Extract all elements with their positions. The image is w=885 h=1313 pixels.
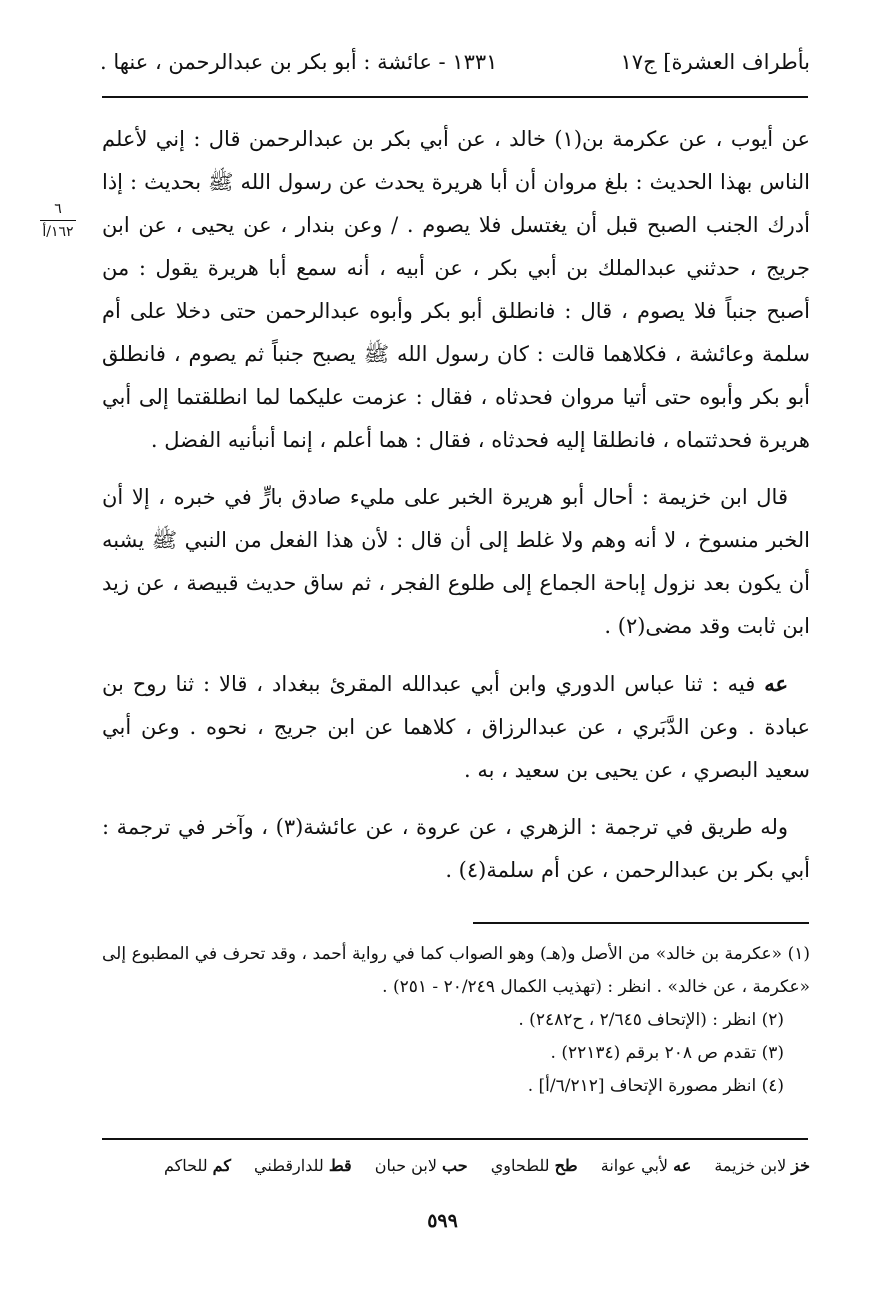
running-header bbox=[100, 50, 810, 90]
abbreviations-key bbox=[102, 1152, 810, 1180]
paragraph-3 bbox=[102, 662, 810, 792]
main-text bbox=[102, 118, 810, 906]
header-entry-title: ١٣٣١ - عائشة : أبو بكر بن عبدالرحمن ، عنها . bbox=[100, 50, 498, 74]
paragraph-3-siglum: عه bbox=[764, 671, 788, 696]
header-book-ref: بأطراف العشرة] ج١٧ bbox=[620, 50, 810, 74]
footnotes bbox=[102, 938, 810, 1103]
abbr-item: خز لابن خزيمة bbox=[714, 1156, 810, 1175]
paragraph-4: وله طريق في ترجمة : الزهري ، عن عروة ، عن عائشة(٣) ، وآخر في ترجمة : أبي بكر بن عبدالرحمن ، عن أم سلمة(٤) . bbox=[102, 815, 810, 882]
paragraph-2: قال ابن خزيمة : أحال أبو هريرة الخبر على مليء صادق بارٍّ في خبره ، إلا أن الخبر منسوخ ، لا أنه وهم ولا غلط إلى أن قال : لأن هذا الفعل من النبي ﷺ يشبه أن يكون بعد نزول إباحة الجماع إلى طلوع الفجر ، ثم ساق حديث قبيصة ، عن زيد ابن ثابت وقد مضى(٢) . bbox=[102, 485, 810, 638]
margin-note-divider bbox=[40, 220, 76, 221]
footnote-4: (٤) انظر مصورة الإتحاف [٦/٢١٢/أ] . bbox=[527, 1076, 784, 1096]
abbr-item: حب لابن حبان bbox=[374, 1156, 468, 1175]
page-number: ٥٩٩ bbox=[427, 1210, 458, 1232]
footnote-2: (٢) انظر : (الإتحاف ٢/٦٤٥ ، ح٢٤٨٢) . bbox=[518, 1010, 784, 1030]
abbr-item: قط للدارقطني bbox=[254, 1156, 352, 1175]
margin-note-top: ٦ bbox=[54, 201, 62, 217]
paragraph-1: عن أيوب ، عن عكرمة بن(١) خالد ، عن أبي بكر بن عبدالرحمن قال : إني لأعلم الناس بهذا الحديث : بلغ مروان أن أبا هريرة يحدث عن رسول الله ﷺ بحديث : إذا أدرك الجنب الصبح قبل أن يغتسل فلا يصوم . / وعن بندار ، عن يحيى ، عن ابن جريج ، حدثني عبدالملك بن أبي بكر ، عن أبيه ، أنه سمع أبا هريرة يقول : من أصبح جنباً فلا يصوم ، قال : فانطلق أبو بكر وأبوه عبدالرحمن حتى دخلا على أم سلمة وعائشة ، فكلاهما قالت : كان رسول الله ﷺ يصبح جنباً ثم يصوم ، فانطلق أبو بكر وأبوه حتى أتيا مروان فحدثاه ، فقال : عزمت عليكما لما انطلقتما إلى أبي هريرة فحدثتماه ، فانطلقا إليه فحدثاه ، فقال : هما أعلم ، إنما أنبأنيه الفضل . bbox=[102, 127, 810, 452]
abbreviations-rule bbox=[102, 1138, 808, 1140]
abbr-item: كم للحاكم bbox=[163, 1156, 231, 1175]
abbr-item: طح للطحاوي bbox=[490, 1156, 578, 1175]
footnote-1: (١) «عكرمة بن خالد» من الأصل و(هـ) وهو الصواب كما في رواية أحمد ، وقد تحرف في المطبوع إلى «عكرمة ، عن خالد» . انظر : (تهذيب الكمال ٢٠/٢٤٩ - ٢٥١) . bbox=[102, 944, 810, 997]
abbr-item: عه لأبي عوانة bbox=[600, 1156, 692, 1175]
paragraph-3-text: فيه : ثنا عباس الدوري وابن أبي عبدالله المقرئ ببغداد ، قالا : ثنا روح بن عبادة . وعن الدَّبَري ، عن عبدالرزاق ، كلاهما عن ابن جريج ، نحوه . وعن أبي سعيد البصري ، عن يحيى بن سعيد ، به . bbox=[102, 672, 810, 782]
header-rule bbox=[102, 96, 808, 98]
margin-note-bottom: ١٦٢/أ bbox=[42, 224, 74, 240]
footnote-rule bbox=[473, 922, 809, 924]
footnote-3: (٣) تقدم ص ٢٠٨ برقم (٢٢١٣٤) . bbox=[550, 1043, 784, 1063]
margin-folio-note bbox=[36, 200, 80, 241]
